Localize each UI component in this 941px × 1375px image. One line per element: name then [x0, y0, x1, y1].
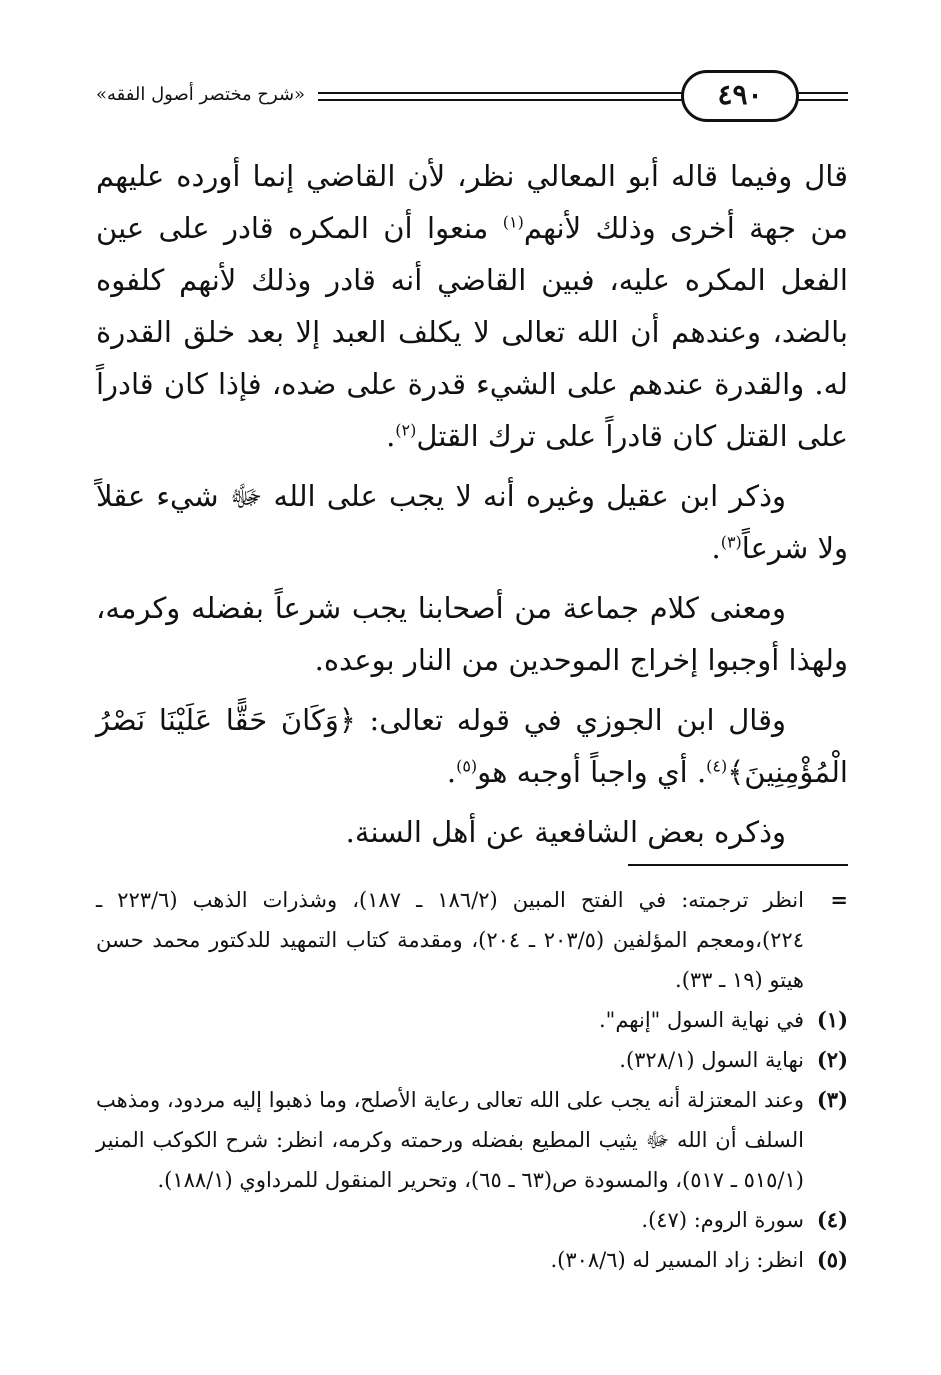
footnote-ref-2[interactable]: (٢)	[395, 420, 417, 440]
footnote-ref-3[interactable]: (٣)	[720, 532, 742, 552]
main-text	[96, 150, 848, 866]
footnote-text: سورة الروم: (٤٧).	[641, 1208, 804, 1232]
footnote-5	[96, 1240, 848, 1280]
footnote-ref-4[interactable]: (٤)	[706, 756, 728, 776]
paragraph-1-part-b: منعوا أن المكره قادر على عين الفعل المكره عليه، فبين القاضي أنه قادر وذلك لأنهم كلفوه بالضد، وعندهم أن الله تعالى لا يكلف العبد إلا بعد خلق القدرة له. والقدرة عندهم على الشيء قدرة على ضده، فإذا كان قادراً على القتل كان قادراً على ترك القتل	[96, 211, 848, 453]
paragraph-4-part-a: وقال ابن الجوزي في قوله تعالى: ﴿وَكَانَ حَقًّا عَلَيْنَا نَصْرُ الْمُؤْمِنِينَ﴾	[96, 703, 848, 789]
footnote-text: في نهاية السول "إنهم".	[599, 1008, 804, 1032]
footnote-mark: (١)	[816, 1007, 848, 1032]
footnote-ref-1[interactable]: (١)	[502, 212, 524, 232]
footnote-mark: =	[830, 887, 848, 912]
paragraph-2-part-a: وذكر ابن عقيل وغيره أنه لا يجب على الله ﷻ شيء عقلاً ولا شرعاً	[96, 479, 848, 565]
footnote-1	[96, 1000, 848, 1040]
paragraph-5: وذكره بعض الشافعية عن أهل السنة.	[345, 815, 786, 849]
footnotes	[96, 880, 848, 1280]
footnote-mark: (٣)	[816, 1087, 848, 1112]
footnote-text: وعند المعتزلة أنه يجب على الله تعالى رعاية الأصلح، وما ذهبوا إليه مردود، ومذهب السلف أن الله ﷻ يثيب المطيع بفضله ورحمته وكرمه، انظر: شرح الكوكب المنير (٥١٥/١ ـ ٥١٧)، والمسودة ص(٦٣ ـ ٦٥)، وتحرير المنقول للمرداوي (١٨٨/١).	[96, 1088, 804, 1192]
footnote-ref-5[interactable]: (٥)	[456, 756, 478, 776]
footnote-continued	[96, 880, 848, 1000]
footnote-4	[96, 1200, 848, 1240]
footnote-separator	[628, 864, 848, 866]
paragraph-4-part-c: .	[446, 755, 457, 789]
footnote-text: انظر ترجمته: في الفتح المبين (١٨٦/٢ ـ ١٨٧)، وشذرات الذهب (٢٢٣/٦ ـ ٢٢٤)،ومعجم المؤلفين (٢٠٣/٥ ـ ٢٠٤)، ومقدمة كتاب التمهيد للدكتور محمد حسن هيتو (١٩ ـ ٣٣).	[96, 888, 804, 992]
footnote-mark: (٤)	[816, 1207, 848, 1232]
paragraph-1	[96, 150, 848, 462]
footnote-2	[96, 1040, 848, 1080]
paragraph-4-part-b: . أي واجباً أوجبه هو	[477, 755, 707, 789]
footnote-text: انظر: زاد المسير له (٣٠٨/٦).	[550, 1248, 804, 1272]
paragraph-1-part-a: قال وفيما قاله أبو المعالي نظر، لأن القاضي إنما أورده عليهم من جهة أخرى وذلك لأنهم	[96, 159, 849, 245]
paragraph-2	[96, 470, 848, 574]
footnote-mark: (٢)	[816, 1047, 848, 1072]
running-title: «شرح مختصر أصول الفقه»	[96, 84, 306, 105]
paragraph-4	[96, 694, 848, 798]
footnote-3	[96, 1080, 848, 1200]
page-header	[96, 62, 848, 132]
footnote-text: نهاية السول (٣٢٨/١).	[619, 1048, 804, 1072]
paragraph-2-part-b: .	[711, 531, 721, 565]
page-number: ٤٩٠	[681, 70, 799, 122]
footnote-mark: (٥)	[816, 1247, 848, 1272]
paragraph-3: ومعنى كلام جماعة من أصحابنا يجب شرعاً بفضله وكرمه، ولهذا أوجبوا إخراج الموحدين من النار بوعده.	[96, 591, 848, 677]
paragraph-1-part-c: .	[386, 419, 396, 453]
